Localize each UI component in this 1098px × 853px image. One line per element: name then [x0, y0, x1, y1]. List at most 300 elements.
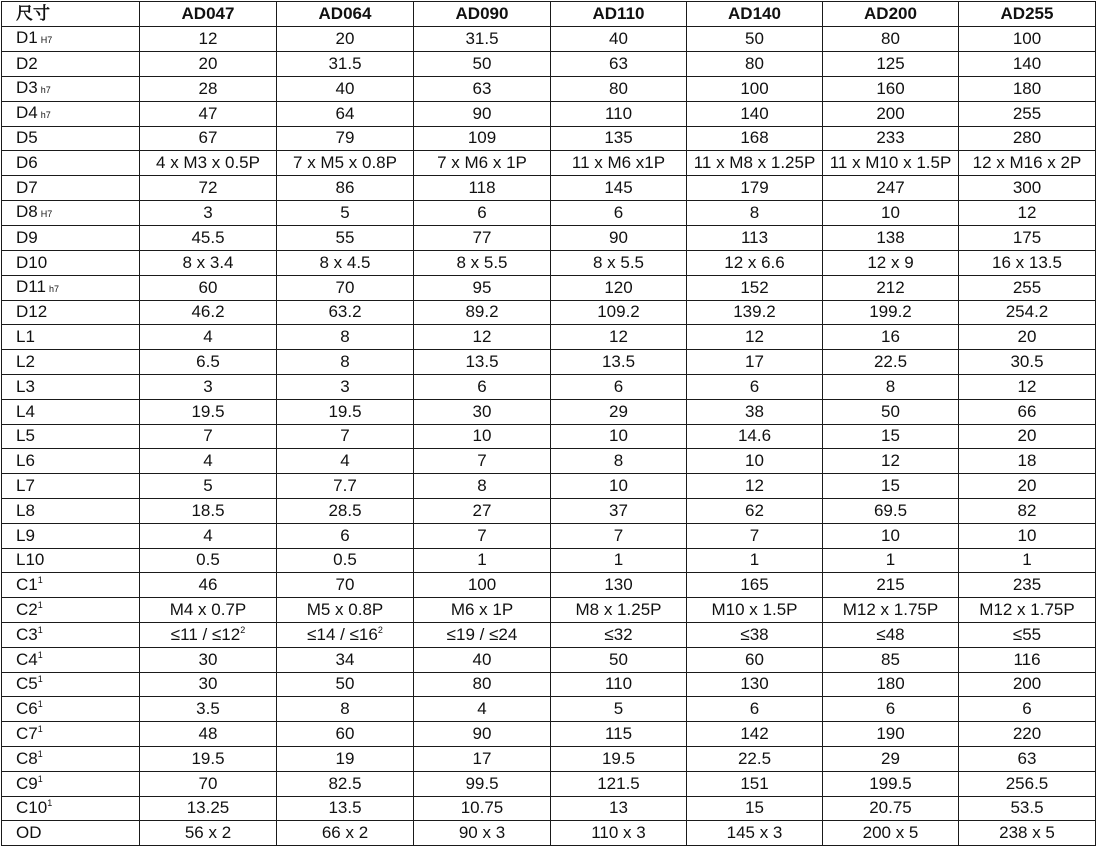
- cell-value: M4 x 0.7P: [169, 600, 247, 620]
- table-cell: [414, 548, 551, 573]
- table-cell: [959, 672, 1096, 697]
- table-cell: [823, 523, 959, 548]
- cell-value: 7: [203, 426, 213, 446]
- cell-value: 109: [467, 128, 497, 148]
- cell-value: 90: [472, 103, 492, 123]
- table-cell: [959, 325, 1096, 350]
- table-cell: [277, 622, 414, 647]
- cell-value: 18.5: [191, 500, 225, 520]
- table-cell: [687, 350, 823, 375]
- table-cell: [277, 821, 414, 846]
- table-cell: [823, 399, 959, 424]
- table-row: [2, 151, 1096, 176]
- table-cell: [823, 151, 959, 176]
- cell-value: 139.2: [733, 302, 776, 322]
- footnote-marker: 1: [47, 798, 53, 809]
- cell-value: 6: [477, 376, 487, 396]
- table-cell: [277, 250, 414, 275]
- table-row: [2, 126, 1096, 151]
- cell-value: 63: [609, 53, 628, 73]
- cell-value: 31.5: [465, 28, 499, 48]
- row-label: [2, 399, 140, 424]
- table-cell: [140, 771, 277, 796]
- table-cell: [414, 424, 551, 449]
- cell-value: 180: [876, 674, 905, 694]
- table-cell: [823, 51, 959, 76]
- cell-value: ≤11 / ≤12: [170, 624, 241, 644]
- table-cell: [140, 474, 277, 499]
- table-cell: [687, 126, 823, 151]
- table-cell: [277, 76, 414, 101]
- footnote-marker: 1: [37, 649, 43, 660]
- row-label-text: C9: [16, 773, 38, 793]
- table-cell: [551, 622, 687, 647]
- cell-value: 8: [885, 376, 896, 396]
- cell-value: 50: [335, 674, 355, 694]
- cell-value: 4: [203, 525, 213, 545]
- table-cell: [687, 474, 823, 499]
- table-cell: [823, 200, 959, 225]
- cell-value: 5: [340, 202, 350, 222]
- footnote-marker: 1: [37, 724, 43, 735]
- footnote-marker: 1: [37, 773, 43, 784]
- table-cell: [414, 598, 551, 623]
- cell-value: 115: [604, 724, 633, 744]
- cell-value: 12: [881, 451, 900, 471]
- cell-value: 56 x 2: [184, 823, 232, 843]
- cell-value: 28: [198, 78, 218, 98]
- table-cell: [959, 722, 1096, 747]
- table-row: [2, 821, 1096, 846]
- cell-value: 37: [609, 500, 628, 520]
- table-cell: [687, 622, 823, 647]
- table-cell: [823, 647, 959, 672]
- row-label: [2, 796, 140, 821]
- table-cell: [687, 176, 823, 201]
- table-cell: [959, 126, 1096, 151]
- cell-value: 89.2: [465, 302, 499, 322]
- table-cell: [823, 697, 959, 722]
- table-cell: [959, 151, 1096, 176]
- cell-value: 10: [745, 451, 764, 471]
- cell-value: 142: [740, 724, 769, 744]
- cell-value: 29: [609, 401, 628, 421]
- cell-value: 17: [472, 748, 492, 768]
- row-label: [2, 821, 140, 846]
- table-cell: [687, 26, 823, 51]
- footnote-marker: 1: [37, 748, 43, 759]
- cell-value: 63.2: [328, 302, 362, 322]
- table-cell: [823, 225, 959, 250]
- cell-value: 200: [1012, 674, 1042, 694]
- cell-value: 66: [1017, 401, 1037, 421]
- cell-value: 256.5: [1005, 773, 1049, 793]
- cell-value: 13.25: [186, 798, 230, 818]
- table-cell: [823, 498, 959, 523]
- table-cell: [551, 350, 687, 375]
- table-cell: [687, 275, 823, 300]
- row-label: [2, 275, 140, 300]
- row-label-text: D6: [16, 153, 38, 173]
- cell-value: 8 x 5.5: [456, 252, 508, 272]
- cell-value: 64: [335, 103, 355, 123]
- cell-value: 10.75: [460, 798, 504, 818]
- table-cell: [823, 672, 959, 697]
- cell-value: M5 x 0.8P: [306, 600, 384, 620]
- row-label-text: D7: [16, 178, 38, 198]
- table-cell: [140, 672, 277, 697]
- cell-value: 113: [740, 227, 769, 247]
- table-cell: [414, 771, 551, 796]
- row-label: [2, 151, 140, 176]
- table-cell: [414, 399, 551, 424]
- row-label-text: C2: [16, 600, 38, 620]
- row-label-text: L2: [16, 352, 35, 372]
- table-cell: [959, 200, 1096, 225]
- cell-value: 116: [1013, 649, 1041, 669]
- table-cell: [140, 350, 277, 375]
- cell-value: 199.5: [869, 773, 912, 793]
- table-cell: [823, 746, 959, 771]
- table-cell: [277, 424, 414, 449]
- cell-value: 47: [198, 103, 218, 123]
- table-cell: [414, 151, 551, 176]
- footnote-marker: 1: [37, 575, 43, 586]
- table-row: [2, 225, 1096, 250]
- row-label: [2, 300, 140, 325]
- cell-value: 1: [885, 550, 896, 570]
- table-cell: [140, 126, 277, 151]
- table-cell: [687, 51, 823, 76]
- cell-value: 200: [876, 103, 905, 123]
- cell-value: 6: [340, 525, 350, 545]
- cell-value: 200 x 5: [862, 823, 919, 843]
- table-cell: [687, 523, 823, 548]
- column-header: AD047: [140, 2, 277, 27]
- cell-value: 15: [881, 426, 900, 446]
- row-label-text: D1: [16, 27, 38, 47]
- table-cell: [140, 225, 277, 250]
- table-cell: [823, 548, 959, 573]
- table-cell: [414, 821, 551, 846]
- table-cell: [959, 598, 1096, 623]
- row-label: [2, 697, 140, 722]
- cell-value: 66 x 2: [321, 823, 369, 843]
- table-row: [2, 622, 1096, 647]
- table-row: [2, 746, 1096, 771]
- row-label-text: L8: [16, 500, 35, 520]
- table-row: [2, 374, 1096, 399]
- table-cell: [959, 622, 1096, 647]
- cell-value: 220: [1012, 724, 1042, 744]
- cell-value: 235: [1012, 575, 1042, 595]
- column-header: 尺寸: [2, 2, 140, 27]
- table-cell: [687, 796, 823, 821]
- cell-value: 82: [1017, 500, 1037, 520]
- cell-value: 110: [604, 103, 633, 123]
- cell-value: ≤55: [1012, 624, 1042, 644]
- table-cell: [140, 573, 277, 598]
- table-cell: [414, 672, 551, 697]
- table-cell: [140, 300, 277, 325]
- cell-value: 72: [198, 178, 218, 198]
- table-cell: [551, 300, 687, 325]
- cell-value: 13.5: [601, 352, 636, 372]
- cell-value: 100: [467, 575, 497, 595]
- cell-value: 30.5: [1010, 352, 1044, 372]
- column-header: AD255: [959, 2, 1096, 27]
- table-cell: [687, 424, 823, 449]
- table-cell: [414, 51, 551, 76]
- row-label-text: D12: [16, 302, 48, 322]
- table-row: [2, 76, 1096, 101]
- cell-value: 8 x 5.5: [592, 252, 645, 272]
- table-cell: [414, 225, 551, 250]
- cell-value: 255: [1012, 103, 1042, 123]
- table-cell: [414, 325, 551, 350]
- table-cell: [277, 796, 414, 821]
- cell-value: 8 x 3.4: [182, 252, 234, 272]
- cell-value: 100: [740, 78, 769, 98]
- table-cell: [959, 548, 1096, 573]
- row-label-text: C10: [16, 798, 48, 818]
- table-cell: [687, 647, 823, 672]
- table-cell: [959, 647, 1096, 672]
- cell-value: 5: [203, 476, 213, 496]
- table-cell: [140, 598, 277, 623]
- cell-value: 30: [198, 674, 218, 694]
- cell-value: 7 x M5 x 0.8P: [293, 153, 397, 173]
- cell-value: 1: [749, 550, 760, 570]
- table-row: [2, 672, 1096, 697]
- cell-value: 85: [881, 649, 900, 669]
- table-cell: [277, 325, 414, 350]
- cell-value: 6: [613, 376, 624, 396]
- cell-value: 135: [604, 128, 633, 148]
- table-cell: [414, 275, 551, 300]
- cell-value: 130: [740, 674, 769, 694]
- cell-value: 19.5: [191, 401, 225, 421]
- table-row: [2, 325, 1096, 350]
- cell-value: 12: [745, 327, 764, 347]
- cell-value: 95: [472, 277, 492, 297]
- cell-value: 238 x 5: [999, 823, 1055, 843]
- cell-value: 3: [340, 376, 350, 396]
- table-cell: [414, 622, 551, 647]
- table-cell: [687, 821, 823, 846]
- cell-value: 6: [1022, 699, 1032, 719]
- cell-value: 55: [335, 227, 355, 247]
- table-cell: [687, 225, 823, 250]
- row-label-text: C6: [16, 699, 38, 719]
- table-cell: [823, 598, 959, 623]
- table-cell: [140, 76, 277, 101]
- table-cell: [551, 796, 687, 821]
- table-row: [2, 796, 1096, 821]
- table-cell: [277, 176, 414, 201]
- row-label: [2, 126, 140, 151]
- row-label: [2, 101, 140, 126]
- table-cell: [140, 151, 277, 176]
- table-cell: [551, 26, 687, 51]
- cell-value: 145: [604, 178, 633, 198]
- table-cell: [551, 325, 687, 350]
- cell-value: 140: [740, 103, 769, 123]
- row-label: [2, 474, 140, 499]
- table-cell: [959, 225, 1096, 250]
- table-cell: [414, 523, 551, 548]
- table-cell: [687, 771, 823, 796]
- row-label-text: L3: [16, 376, 35, 396]
- table-row: [2, 548, 1096, 573]
- row-label: [2, 26, 140, 51]
- table-row: [2, 350, 1096, 375]
- row-label-text: D5: [16, 128, 38, 148]
- cell-value: 40: [609, 28, 628, 48]
- table-row: [2, 573, 1096, 598]
- table-cell: [414, 76, 551, 101]
- row-label: [2, 250, 140, 275]
- table-row: [2, 399, 1096, 424]
- table-cell: [687, 325, 823, 350]
- table-cell: [687, 722, 823, 747]
- tolerance-class: h7: [48, 283, 59, 294]
- table-cell: [277, 101, 414, 126]
- cell-value: 20.75: [869, 798, 912, 818]
- cell-value: 10: [881, 525, 900, 545]
- table-cell: [414, 374, 551, 399]
- cell-value: 29: [881, 748, 900, 768]
- cell-value: 40: [335, 78, 355, 98]
- row-label: [2, 498, 140, 523]
- table-cell: [414, 474, 551, 499]
- table-cell: [551, 697, 687, 722]
- table-cell: [823, 350, 959, 375]
- cell-value: 12: [745, 476, 764, 496]
- table-cell: [277, 399, 414, 424]
- cell-value: 50: [745, 28, 764, 48]
- row-label: [2, 746, 140, 771]
- cell-value: 12 x 9: [867, 252, 914, 272]
- table-row: [2, 101, 1096, 126]
- table-cell: [277, 374, 414, 399]
- table-cell: [687, 200, 823, 225]
- cell-value: 6: [749, 376, 760, 396]
- table-cell: [140, 796, 277, 821]
- table-cell: [277, 474, 414, 499]
- table-cell: [140, 250, 277, 275]
- table-cell: [687, 374, 823, 399]
- table-cell: [959, 26, 1096, 51]
- table-cell: [687, 598, 823, 623]
- table-cell: [823, 325, 959, 350]
- table-cell: [551, 722, 687, 747]
- table-cell: [277, 151, 414, 176]
- table-cell: [823, 126, 959, 151]
- cell-value: 100: [1012, 28, 1042, 48]
- table-cell: [959, 821, 1096, 846]
- table-row: [2, 176, 1096, 201]
- cell-value: 10: [472, 426, 492, 446]
- cell-value: 27: [472, 500, 492, 520]
- cell-value: 50: [472, 53, 492, 73]
- cell-value: 45.5: [191, 227, 225, 247]
- footnote-marker: 1: [37, 600, 43, 611]
- table-cell: [140, 275, 277, 300]
- cell-value: 20: [335, 28, 355, 48]
- cell-value: 190: [876, 724, 905, 744]
- cell-value: 4: [203, 327, 213, 347]
- cell-value: 70: [335, 277, 355, 297]
- table-cell: [551, 399, 687, 424]
- footnote-marker: 2: [377, 624, 383, 635]
- cell-value: 30: [472, 401, 492, 421]
- column-header: AD064: [277, 2, 414, 27]
- cell-value: 212: [876, 277, 905, 297]
- cell-value: 7: [749, 525, 760, 545]
- cell-value: 6: [477, 202, 487, 222]
- table-cell: [959, 573, 1096, 598]
- table-cell: [959, 796, 1096, 821]
- column-header: AD090: [414, 2, 551, 27]
- table-cell: [140, 821, 277, 846]
- cell-value: 3: [203, 376, 213, 396]
- table-cell: [687, 548, 823, 573]
- table-cell: [277, 697, 414, 722]
- table-row: [2, 275, 1096, 300]
- table-cell: [823, 622, 959, 647]
- table-cell: [551, 225, 687, 250]
- row-label-text: D11: [16, 276, 46, 296]
- table-cell: [277, 300, 414, 325]
- cell-value: 255: [1012, 277, 1042, 297]
- column-header: AD200: [823, 2, 959, 27]
- table-cell: [823, 449, 959, 474]
- row-label-text: D3: [16, 77, 38, 97]
- row-label: [2, 523, 140, 548]
- table-cell: [959, 250, 1096, 275]
- cell-value: 280: [1012, 128, 1042, 148]
- cell-value: M6 x 1P: [450, 600, 514, 620]
- row-label-text: L4: [16, 401, 35, 421]
- row-label: [2, 622, 140, 647]
- row-label-text: L6: [16, 451, 35, 471]
- table-cell: [277, 275, 414, 300]
- row-label: [2, 771, 140, 796]
- table-cell: [140, 647, 277, 672]
- cell-value: 6: [613, 202, 624, 222]
- table-cell: [823, 424, 959, 449]
- cell-value: 151: [740, 773, 769, 793]
- cell-value: 138: [876, 227, 905, 247]
- table-row: [2, 697, 1096, 722]
- cell-value: 80: [609, 78, 628, 98]
- cell-value: 14.6: [737, 426, 772, 446]
- cell-value: 121.5: [597, 773, 640, 793]
- cell-value: 3: [203, 202, 213, 222]
- row-label: [2, 350, 140, 375]
- table-cell: [140, 200, 277, 225]
- table-cell: [959, 746, 1096, 771]
- table-cell: [414, 697, 551, 722]
- cell-value: 8: [749, 202, 760, 222]
- cell-value: 130: [604, 575, 633, 595]
- table-row: [2, 200, 1096, 225]
- table-cell: [277, 746, 414, 771]
- cell-value: 17: [745, 352, 764, 372]
- cell-value: 175: [1012, 227, 1042, 247]
- cell-value: ≤38: [740, 624, 769, 644]
